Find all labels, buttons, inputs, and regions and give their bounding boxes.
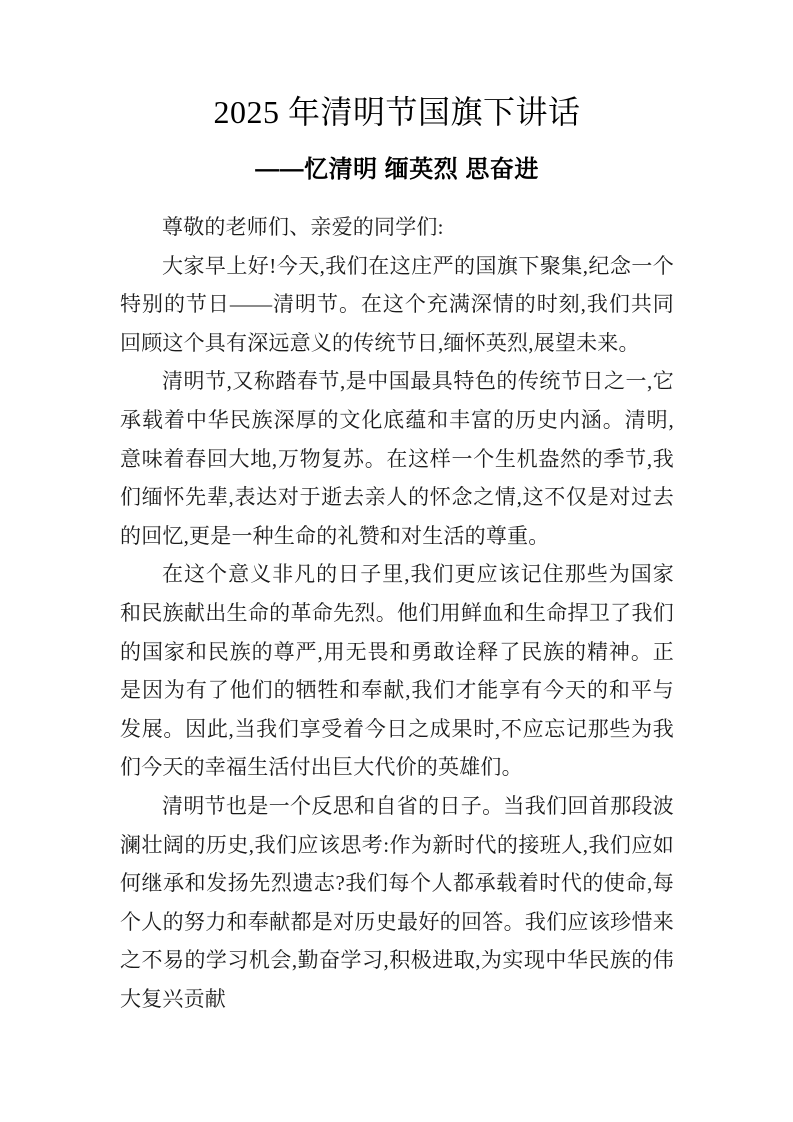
paragraph-body: 清明节也是一个反思和自省的日子。当我们回首那段波澜壮阔的历史,我们应该思考:作为新时代的接班人,我们应如何继承和发扬先烈遗志?我们每个人都承载着时代的使命,每个人的努力和奉献都是对历史最好的回答。我们应该珍惜来之不易的学习机会,勤奋学习,积极进取,为实现中华民族的伟大复兴贡献 bbox=[120, 793, 674, 1011]
paragraph-body: 在这个意义非凡的日子里,我们更应该记住那些为国家和民族献出生命的革命先烈。他们用鲜血和生命捍卫了我们的国家和民族的尊严,用无畏和勇敢诠释了民族的精神。正是因为有了他们的牺牲和奉献,我们才能享有今天的和平与发展。因此,当我们享受着今日之成果时,不应忘记那些为我们今天的幸福生活付出巨大代价的英雄们。 bbox=[120, 562, 674, 780]
paragraph-salutation: 尊敬的老师们、亲爱的同学们: bbox=[162, 215, 444, 239]
document-subtitle: ——忆清明 缅英烈 思奋进 bbox=[255, 156, 539, 183]
document-paragraphs bbox=[120, 186, 674, 1018]
document-text-block bbox=[120, 0, 674, 1018]
document-title: 2025 年清明节国旗下讲话 bbox=[213, 94, 581, 130]
paragraph-body: 大家早上好!今天,我们在这庄严的国旗下聚集,纪念一个特别的节日——清明节。在这个充满深情的时刻,我们共同回顾这个具有深远意义的传统节日,缅怀英烈,展望未来。 bbox=[120, 253, 674, 355]
paragraph-body: 清明节,又称踏春节,是中国最具特色的传统节日之一,它承载着中华民族深厚的文化底蕴和丰富的历史内涵。清明,意味着春回大地,万物复苏。在这样一个生机盎然的季节,我们缅怀先辈,表达对于逝去亲人的怀念之情,这不仅是对过去的回忆,更是一种生命的礼赞和对生活的尊重。 bbox=[120, 369, 674, 548]
